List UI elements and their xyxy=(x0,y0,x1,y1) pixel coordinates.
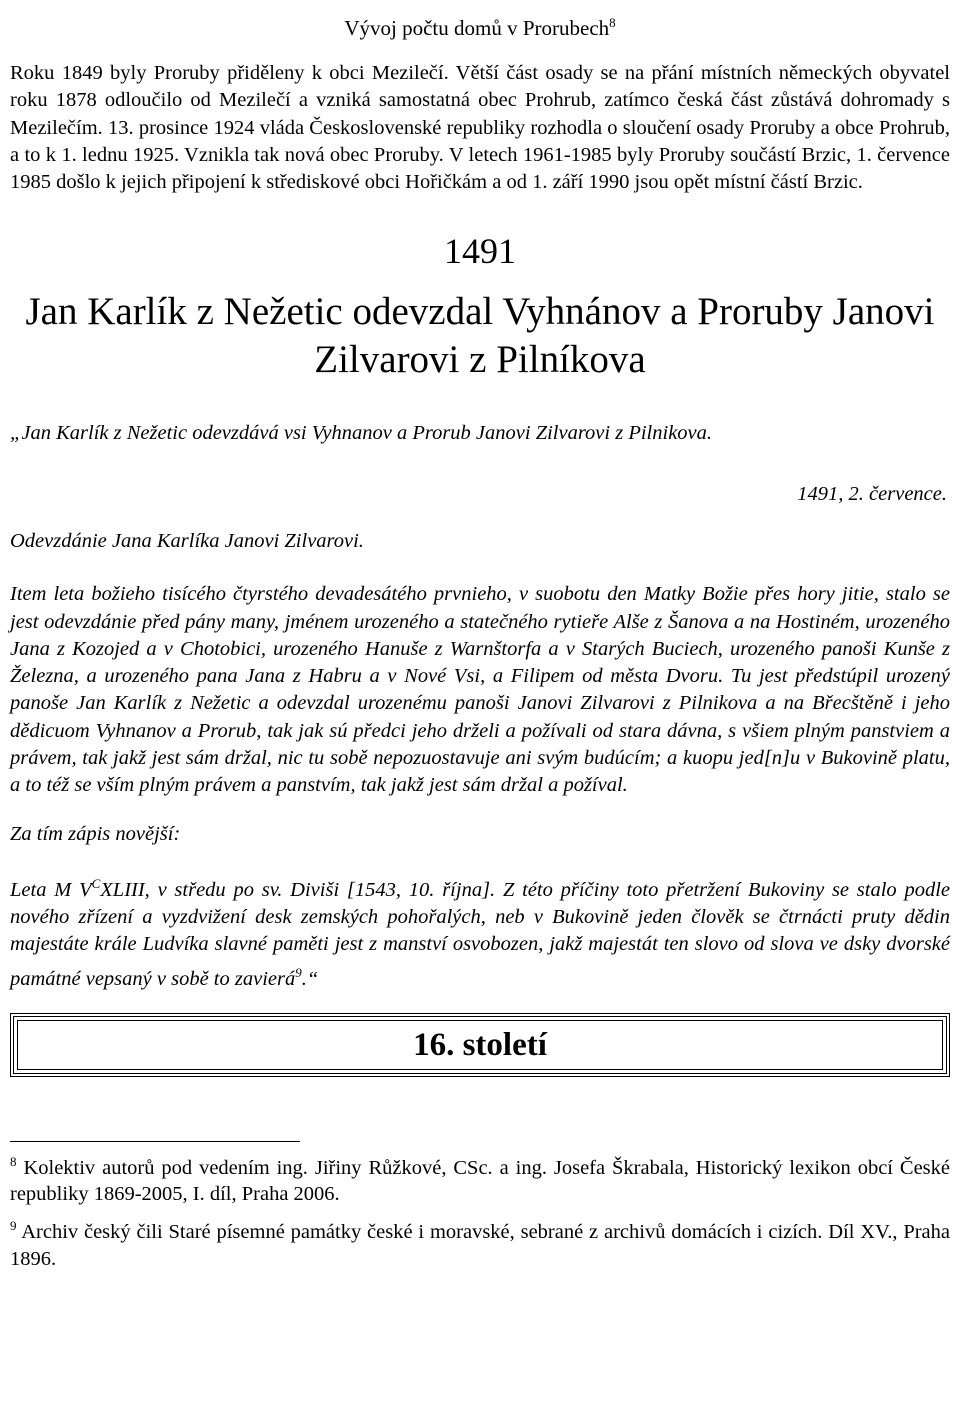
main-text: Item leta božieho tisícého čtyrstého devadesátého prvnieho, v suobotu den Matky Božie přes hory jitie, stalo se jest odevzdánie před pány many, jménem urozeného a statečného rytieře Alše z Šanova a na Hostiném, urozeného Jana z Kozojed a v Chotobici, urozeného Hanuše z Warnštorfa a v Starých Buciech, urozeného panoši Kunše z Železna, a urozeného pana Jana z Habru a v Nové Vsi, a Filipem od města Dvoru. Tu jest předstúpil urozený panoše Jan Karlík z Nežetic a odevzdal urozenému panoši Janovi Zilvarovi z Pilnikova a na Břecštěně i jeho dědicuom Vyhnanov a Prorub, tak jak sú předci jeho drželi a požívali od stara dávna, s všiem plným panstviem a právem, tak jakž jest sám držal, nic tu sobě nepozuostavuje ani svým budúcím; a kuopu jed[n]u v Bukovině platu, a to též se vším plným právem a panstvím, tak jakž jest sám držal a požíval. xyxy=(10,583,950,796)
page-header xyxy=(10,6,950,40)
footnote-9-number: 9 xyxy=(10,1218,17,1234)
century-heading-box xyxy=(10,1013,950,1077)
footnote-8-number: 8 xyxy=(10,1153,17,1169)
footnote-8-text: Kolektiv autorů pod vedením ing. Jiřiny Růžkové, CSc. a ing. Josefa Škrabala, Historický lexikon obcí České republiky 1869-2005, I. díl, Praha 2006. xyxy=(10,1156,951,1206)
leta-part2: XLIII, v středu po sv. Diviši [1543, 10. října]. Z této příčiny toto přetržení Bukoviny se stalo podle nového zřízení a vyzdvižení desk zemských pohořalých, neb v Bukovině jeden člověk se čtrnácti pruty dědin majestáte krále Ludvíka slavné paměti jest z manství osvobozen, jakž majestát ten slovo od slova ve dsky dvorské památné vepsaný v sobě to zavierá xyxy=(10,878,950,990)
century-heading: 16. století xyxy=(413,1026,547,1063)
footnote-8 xyxy=(10,1148,950,1209)
header-title: Vývoj počtu domů v Prorubech xyxy=(344,16,610,40)
footnote-ref-9: 9 xyxy=(295,964,302,980)
leta-part1: Leta M V xyxy=(10,878,92,901)
section-title: Jan Karlík z Nežetic odevzdal Vyhnánov a Proruby Janovi Zilvarovi z Pilníkova xyxy=(25,290,935,382)
document-page xyxy=(10,0,950,1273)
date-line: 1491, 2. července. xyxy=(797,483,947,506)
footnote-9-text: Archiv český čili Staré písemné památky české i moravské, sebrané z archivů domácích i cizích. Díl XV., Praha 1896. xyxy=(10,1221,951,1271)
footnote-ref-8: 8 xyxy=(609,15,616,30)
footnote-9 xyxy=(10,1212,950,1273)
leta-end: .“ xyxy=(301,967,319,990)
quote-summary: „Jan Karlík z Nežetic odevzdává vsi Vyhnanov a Prorub Janovi Zilvarovi z Pilnikova. xyxy=(10,422,713,445)
intro-paragraph: Roku 1849 byly Proruby přiděleny k obci Mezilečí. Větší část osady se na přání místních německých obyvatel roku 1878 odloučilo od Mezilečí a vzniká samostatná obec Prohrub, zatímco česká část zůstává dohromady s Mezilečím. 13. prosince 1924 vláda Československé republiky rozhodla o sloučení osady Proruby a obce Prohrub, a to k 1. lednu 1925. Vznikla tak nová obec Proruby. V letech 1961-1985 byly Proruby součástí Brzic, 1. července 1985 došlo k jejich připojení k střediskové obci Hořičkám a od 1. září 1990 jsou opět místní částí Brzic. xyxy=(10,62,950,194)
section-year: 1491 xyxy=(444,231,516,272)
document-heading: Odevzdánie Jana Karlíka Janovi Zilvarovi. xyxy=(10,530,364,553)
later-record-heading: Za tím zápis novější: xyxy=(10,823,181,846)
footnote-divider xyxy=(10,1141,300,1142)
later-record-text xyxy=(10,870,950,992)
leta-sup: C xyxy=(91,876,101,892)
